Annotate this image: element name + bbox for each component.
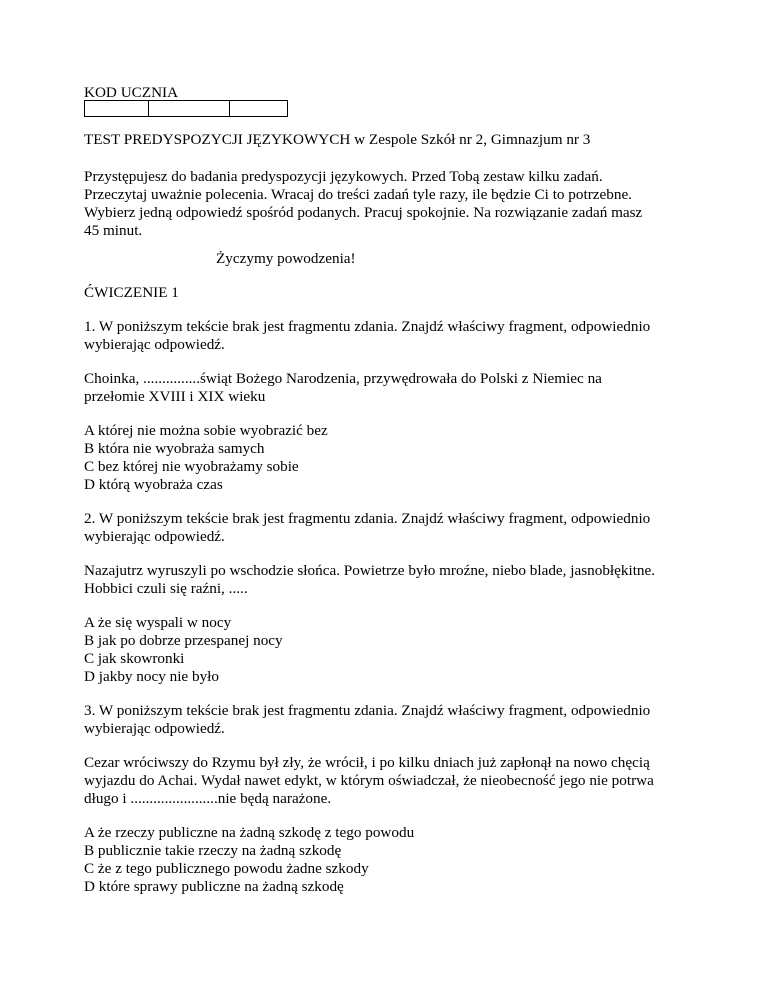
question-text: długo i .......................nie będą narażone.: [84, 790, 332, 807]
answer-option-d: D którą wyobraża czas: [84, 476, 223, 493]
student-code-cell-2[interactable]: [149, 101, 229, 117]
question-prompt: wybierając odpowiedź.: [84, 720, 225, 737]
question-text: Cezar wróciwszy do Rzymu był zły, że wrócił, i po kilku dniach już zapłonął na nowo chęcią: [84, 754, 650, 771]
question-prompt: 3. W poniższym tekście brak jest fragmentu zdania. Znajdź właściwy fragment, odpowiednio: [84, 702, 651, 719]
student-code-cell-3[interactable]: [229, 101, 287, 117]
question-text: Hobbici czuli się raźni, .....: [84, 580, 248, 597]
question-prompt: wybierając odpowiedź.: [84, 528, 225, 545]
question-text: przełomie XVIII i XIX wieku: [84, 388, 266, 405]
answer-option-b: B która nie wyobraża samych: [84, 440, 265, 457]
answer-option-d: D jakby nocy nie było: [84, 668, 219, 685]
question-text: Choinka, ...............świąt Bożego Narodzenia, przywędrowała do Polski z Niemiec na: [84, 370, 602, 387]
answer-option-b: B publicznie takie rzeczy na żadną szkodę: [84, 842, 342, 859]
student-code-label: KOD UCZNIA: [84, 84, 179, 101]
answer-option-b: B jak po dobrze przespanej nocy: [84, 632, 283, 649]
instructions-line: Wybierz jedną odpowiedź spośród podanych. Pracuj spokojnie. Na rozwiązanie zadań masz: [84, 204, 643, 221]
test-title: TEST PREDYSPOZYCJI JĘZYKOWYCH w Zespole Szkół nr 2, Gimnazjum nr 3: [84, 131, 591, 148]
instructions-line: 45 minut.: [84, 222, 143, 239]
student-code-table: [84, 100, 288, 117]
good-luck-wish: Życzymy powodzenia!: [216, 250, 356, 267]
instructions-line: Przeczytaj uważnie polecenia. Wracaj do treści zadań tyle razy, ile będzie Ci to potrzebne.: [84, 186, 632, 203]
student-code-cell-1[interactable]: [85, 101, 149, 117]
answer-option-a: A której nie można sobie wyobrazić bez: [84, 422, 328, 439]
exercise-title: ĆWICZENIE 1: [84, 284, 179, 301]
answer-option-d: D które sprawy publiczne na żadną szkodę: [84, 878, 344, 895]
instructions-line: Przystępujesz do badania predyspozycji językowych. Przed Tobą zestaw kilku zadań.: [84, 168, 603, 185]
answer-option-a: A że rzeczy publiczne na żadną szkodę z tego powodu: [84, 824, 415, 841]
question-prompt: 2. W poniższym tekście brak jest fragmentu zdania. Znajdź właściwy fragment, odpowiednio: [84, 510, 651, 527]
question-prompt: 1. W poniższym tekście brak jest fragmentu zdania. Znajdź właściwy fragment, odpowiednio: [84, 318, 651, 335]
answer-option-c: C bez której nie wyobrażamy sobie: [84, 458, 299, 475]
question-prompt: wybierając odpowiedź.: [84, 336, 225, 353]
answer-option-c: C że z tego publicznego powodu żadne szkody: [84, 860, 369, 877]
question-text: Nazajutrz wyruszyli po wschodzie słońca. Powietrze było mroźne, niebo blade, jasnobłękitne.: [84, 562, 656, 579]
question-text: wyjazdu do Achai. Wydał nawet edykt, w którym oświadczał, że nieobecność jego nie potrwa: [84, 772, 654, 789]
answer-option-a: A że się wyspali w nocy: [84, 614, 232, 631]
answer-option-c: C jak skowronki: [84, 650, 185, 667]
